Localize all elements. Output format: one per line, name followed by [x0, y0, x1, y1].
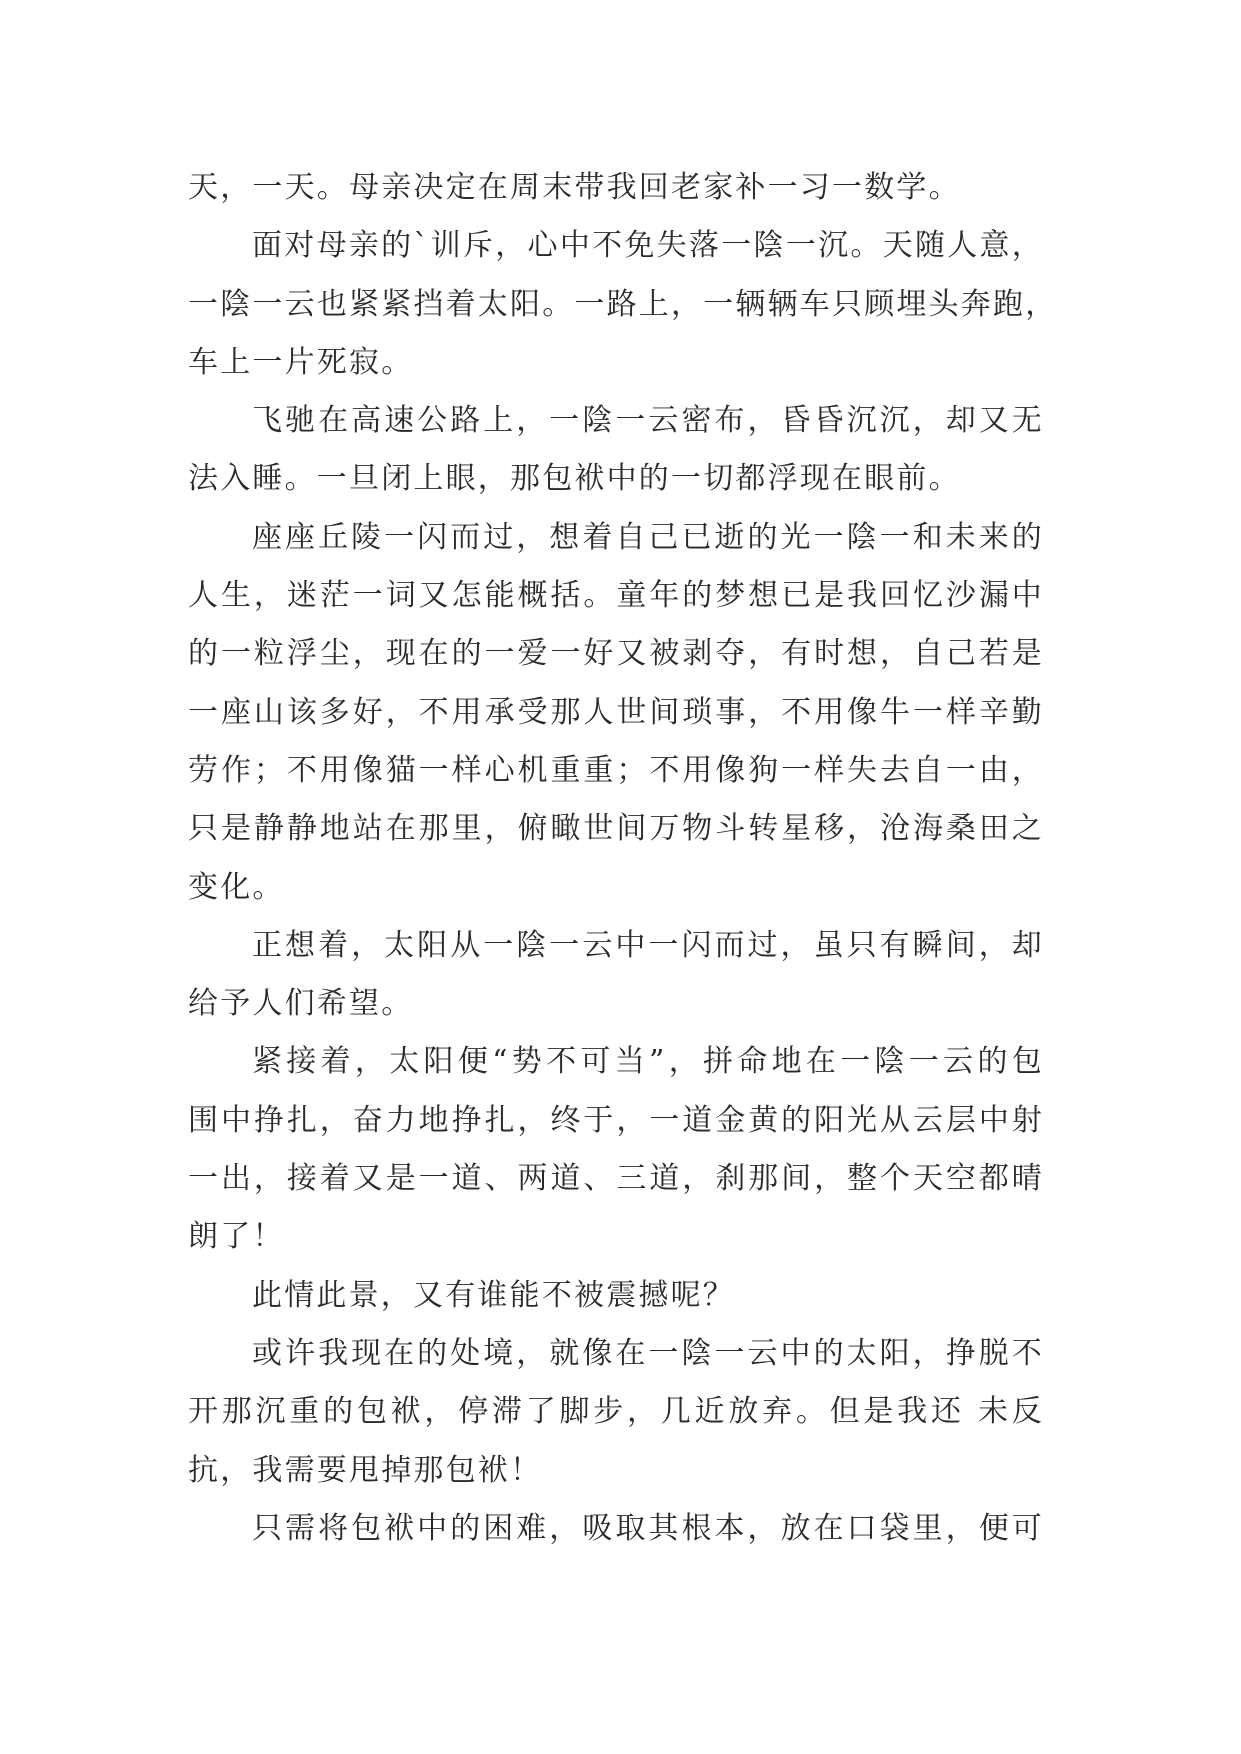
text-line: 开那沉重的包袱，停滞了脚步，几近放弃。但是我还 未反: [188, 1394, 1044, 1430]
text-line: 一座山该多好，不用承受那人世间琐事，不用像牛一样辛勤: [188, 694, 1044, 730]
text-line: 朗了！: [188, 1219, 285, 1255]
text-line: 正想着，太阳从一陰一云中一闪而过，虽只有瞬间，却: [252, 927, 1044, 963]
text-line: 只需将包袱中的困难，吸取其根本，放在口袋里，便可: [252, 1510, 1044, 1546]
text-line: 或许我现在的处境，就像在一陰一云中的太阳，挣脱不: [252, 1335, 1044, 1371]
text-line: 飞驰在高速公路上，一陰一云密布，昏昏沉沉，却又无: [252, 403, 1044, 439]
text-line: 天，一天。母亲决定在周末带我回老家补一习一数学。: [188, 170, 961, 205]
text-line: 法入睡。一旦闭上眼，那包袱中的一切都浮现在眼前。: [188, 461, 961, 497]
text-line: 围中挣扎，奋力地挣扎，终于，一道金黄的阳光从云层中射: [188, 1102, 1044, 1138]
text-line: 抗，我需要甩掉那包袱！: [188, 1452, 543, 1488]
text-line: 面对母亲的`训斥，心中不免失落一陰一沉。天随人意，: [252, 228, 1044, 264]
text-line: 变化。: [188, 869, 285, 905]
text-line: 给予人们希望。: [188, 986, 414, 1022]
text-line: 此情此景，又有谁能不被震撼呢？: [252, 1277, 735, 1313]
text-line: 人生，迷茫一词又怎能概括。童年的梦想已是我回忆沙漏中: [188, 578, 1044, 614]
text-line: 紧接着，太阳便“势不可当”，拼命地在一陰一云的包: [252, 1044, 1044, 1080]
text-line: 座座丘陵一闪而过，想着自己已逝的光一陰一和未来的: [252, 519, 1044, 555]
text-line: 一出，接着又是一道、两道、三道，刹那间，整个天空都晴: [188, 1161, 1044, 1197]
text-line: 一陰一云也紧紧挡着太阳。一路上，一辆辆车只顾埋头奔跑，: [188, 286, 1058, 322]
document-body: [188, 159, 1058, 1558]
text-line: 车上一片死寂。: [188, 344, 414, 380]
text-line: 的一粒浮尘，现在的一爱一好又被剥夺，有时想，自己若是: [188, 636, 1044, 672]
text-line: 劳作；不用像猫一样心机重重；不用像狗一样失去自一由，: [188, 752, 1044, 788]
text-line: 只是静静地站在那里，俯瞰世间万物斗转星移，沧海桑田之: [188, 811, 1044, 847]
